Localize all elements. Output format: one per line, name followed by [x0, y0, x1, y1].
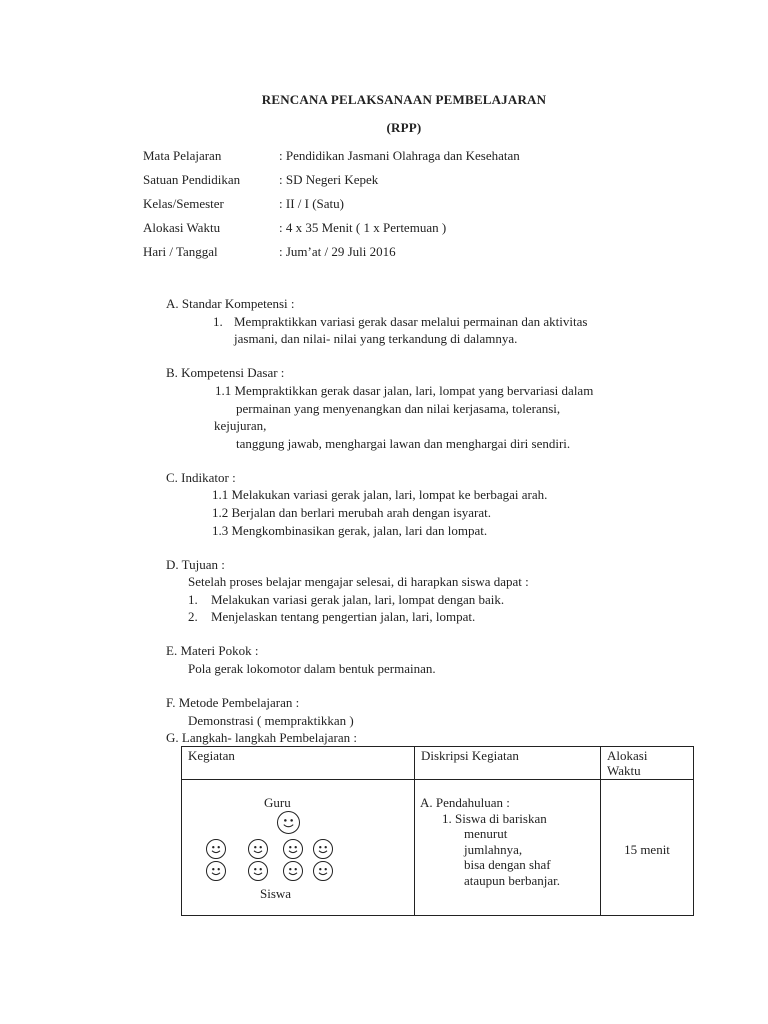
kegiatan-cell	[182, 780, 415, 916]
header-diskripsi	[415, 747, 601, 780]
document-subtitle: (RPP)	[386, 120, 422, 135]
diskripsi-cell	[415, 780, 601, 916]
student-smiley-icon	[206, 839, 226, 859]
student-smiley-icon	[283, 839, 303, 859]
section-b-line: 1.1 Mempraktikkan gerak dasar jalan, lari, lompat yang bervariasi dalam	[215, 383, 594, 398]
desc-line: menurut	[464, 826, 508, 841]
student-smiley-icon	[248, 861, 268, 881]
alokasi-cell	[601, 780, 694, 916]
section-c-heading: C. Indikator :	[166, 470, 236, 485]
section-d-intro: Setelah proses belajar mengajar selesai, di harapkan siswa dapat :	[188, 574, 529, 589]
info-label: Alokasi Waktu	[143, 220, 221, 235]
desc-heading: A. Pendahuluan :	[420, 795, 510, 810]
section-f-heading: F. Metode Pembelajaran :	[166, 695, 300, 710]
section-a-item-line: jasmani, dan nilai- nilai yang terkandung di dalamnya.	[234, 331, 518, 346]
section-b-heading: B. Kompetensi Dasar :	[166, 365, 285, 380]
info-label: Satuan Pendidikan	[143, 172, 241, 187]
section-e-text: Pola gerak lokomotor dalam bentuk permainan.	[188, 661, 436, 676]
section-c-item: 1.2 Berjalan dan berlari merubah arah dengan isyarat.	[212, 505, 492, 520]
section-a-item-line: Mempraktikkan variasi gerak dasar melalui permainan dan aktivitas	[234, 314, 588, 329]
table-row	[182, 780, 694, 916]
section-d-heading: D. Tujuan :	[166, 557, 225, 572]
info-label: Mata Pelajaran	[143, 148, 222, 163]
header-diskripsi-label: Diskripsi Kegiatan	[421, 748, 519, 763]
student-smiley-icon	[313, 861, 333, 881]
siswa-label: Siswa	[260, 886, 292, 901]
learning-steps-table	[181, 746, 694, 916]
info-value: : II / I (Satu)	[279, 196, 344, 211]
header-kegiatan-label: Kegiatan	[188, 748, 235, 763]
student-smiley-icon	[283, 861, 303, 881]
section-e-heading: E. Materi Pokok :	[166, 643, 259, 658]
section-b-line: permainan yang menyenangkan dan nilai kerjasama, toleransi,	[236, 401, 561, 416]
section-d-item-text: Menjelaskan tentang pengertian jalan, lari, lompat.	[211, 609, 476, 624]
section-b-line: kejujuran,	[214, 418, 267, 433]
section-b-line: tanggung jawab, menghargai lawan dan menghargai diri sendiri.	[236, 436, 571, 451]
table-header-row	[182, 747, 694, 780]
section-d-item-number: 1.	[188, 592, 198, 607]
document-title: RENCANA PELAKSANAAN PEMBELAJARAN	[261, 92, 547, 107]
header-waktu-label: Waktu	[607, 763, 641, 778]
info-value: : Pendidikan Jasmani Olahraga dan Kesehatan	[279, 148, 520, 163]
info-label: Hari / Tanggal	[143, 244, 218, 259]
section-c-item: 1.3 Mengkombinasikan gerak, jalan, lari dan lompat.	[212, 523, 488, 538]
student-smiley-icon	[206, 861, 226, 881]
header-kegiatan	[182, 747, 415, 780]
section-a-heading: A. Standar Kompetensi :	[166, 296, 295, 311]
header-alokasi-label: Alokasi	[607, 748, 648, 763]
time-allocation: 15 menit	[624, 842, 670, 857]
info-value: : 4 x 35 Menit ( 1 x Pertemuan )	[279, 220, 447, 235]
section-a-item-number: 1.	[213, 314, 223, 329]
info-label: Kelas/Semester	[143, 196, 224, 211]
teacher-smiley-icon	[277, 811, 300, 834]
student-smiley-icon	[248, 839, 268, 859]
info-value: : Jum’at / 29 Juli 2016	[279, 244, 396, 259]
section-c-item: 1.1 Melakukan variasi gerak jalan, lari, lompat ke berbagai arah.	[212, 487, 548, 502]
desc-line: 1. Siswa di bariskan	[442, 810, 547, 826]
section-g-heading: G. Langkah- langkah Pembelajaran :	[166, 730, 357, 745]
desc-line: jumlahnya,	[464, 841, 523, 857]
section-d-item-number: 2.	[188, 609, 198, 624]
header-alokasi	[601, 747, 694, 780]
desc-line: bisa dengan shaf	[464, 857, 551, 872]
desc-line: ataupun berbanjar.	[464, 872, 561, 888]
guru-label: Guru	[264, 795, 291, 810]
section-f-text: Demonstrasi ( mempraktikkan )	[188, 713, 354, 728]
info-value: : SD Negeri Kepek	[279, 172, 379, 187]
student-smiley-icon	[313, 839, 333, 859]
section-d-item-text: Melakukan variasi gerak jalan, lari, lompat dengan baik.	[211, 592, 505, 607]
